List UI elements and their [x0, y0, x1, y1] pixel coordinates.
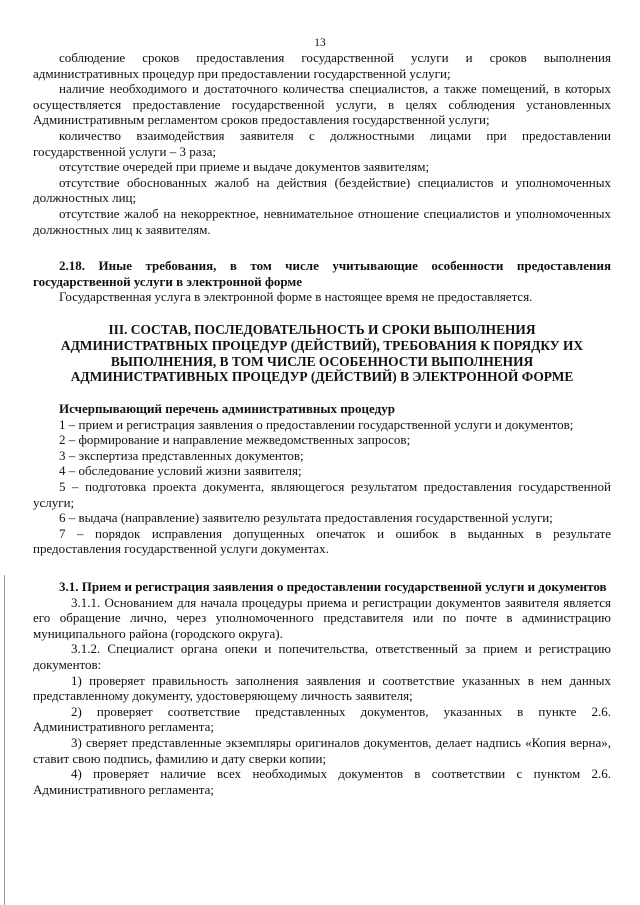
list-item: 1) проверяет правильность заполнения заявления и соответствие указанных в нем данных представленному документу, удостоверяющему личность заявителя; — [33, 672, 611, 704]
section-2-18-heading: 2.18. Иные требования, в том числе учитывающие особенности предоставления государственной услуги в электронной форме — [33, 258, 611, 289]
procedure-item: 1 – прием и регистрация заявления о предоставлении государственной услуги и документов; — [59, 416, 574, 432]
section-3-1-heading: 3.1. Прием и регистрация заявления о предоставлении государственной услуги и документов — [59, 579, 607, 595]
paragraph: 3.1.2. Специалист органа опеки и попечительства, ответственный за прием и регистрацию документов: — [33, 641, 611, 672]
procedure-item: 4 – обследование условий жизни заявителя; — [59, 463, 302, 479]
procedure-item: 3 – экспертиза представленных документов; — [59, 447, 304, 463]
paragraph: отсутствие обоснованных жалоб на действия (бездействие) специалистов и уполномоченных должностных лиц; — [33, 174, 611, 206]
paragraph: наличие необходимого и достаточного количества специалистов, а также помещений, в которых осуществляется предоставление государственной услуги, в целях соблюдения установленных Административным регламентом сроков предоставления государственной услуги; — [33, 81, 611, 128]
paragraph: отсутствие жалоб на некорректное, невнимательное отношение специалистов и уполномоченных должностных лиц к заявителям. — [33, 205, 611, 237]
paragraph: 3.1.1. Основанием для начала процедуры приема и регистрации документов заявителя является его обращение лично, через уполномоченного представителя или по почте в администрацию муниципального района (городского округа). — [33, 594, 611, 641]
procedure-item: 7 – порядок исправления допущенных опечаток и ошибок в выданных в результате предоставления государственной услуги документах. — [33, 525, 611, 557]
list-item: 2) проверяет соответствие представленных документов, указанных в пункте 2.6. Административного регламента; — [33, 703, 611, 735]
chapter-3-title: III. СОСТАВ, ПОСЛЕДОВАТЕЛЬНОСТЬ И СРОКИ ВЫПОЛНЕНИЯ АДМИНИСТРАТВНЫХ ПРОЦЕДУР (ДЕЙСТВИЙ), ТРЕБОВАНИЯ К ПОРЯДКУ ИХ ВЫПОЛНЕНИЯ, В ТОМ ЧИСЛЕ ОСОБЕННОСТИ ВЫПОЛНЕНИЯ АДМИНИСТРАТИВНЫХ ПРОЦЕДУР (ДЕЙСТВИЙ) В ЭЛЕКТРОННОЙ ФОРМЕ — [60, 321, 584, 385]
procedures-heading: Исчерпывающий перечень административных процедур — [59, 401, 395, 417]
document-body — [33, 50, 611, 797]
paragraph: количество взаимодействия заявителя с должностными лицами при предоставлении государственной услуги – 3 раза; — [33, 127, 611, 159]
list-item: 4) проверяет наличие всех необходимых документов в соответствии с пунктом 2.6. Административного регламента; — [33, 766, 611, 797]
procedure-item: 6 – выдача (направление) заявителю результата предоставления государственной услуги; — [59, 510, 553, 526]
procedure-item: 2 – формирование и направление межведомственных запросов; — [59, 432, 411, 448]
page-number: 13 — [314, 37, 326, 49]
section-2-18-text: Государственная услуга в электронной форме в настоящее время не предоставляется. — [59, 289, 533, 305]
list-item: 3) сверяет представленные экземпляры оригиналов документов, делает надпись «Копия верна», ставит свою подпись, фамилию и дату сверки копии; — [33, 734, 611, 766]
paragraph: отсутствие очередей при приеме и выдаче документов заявителям; — [59, 159, 430, 175]
scan-margin-line — [4, 575, 5, 905]
paragraph: соблюдение сроков предоставления государственной услуги и сроков выполнения административных процедур при предоставлении государственной услуги; — [33, 50, 611, 81]
procedure-item: 5 – подготовка проекта документа, являющегося результатом предоставления государственной услуги; — [33, 479, 611, 510]
